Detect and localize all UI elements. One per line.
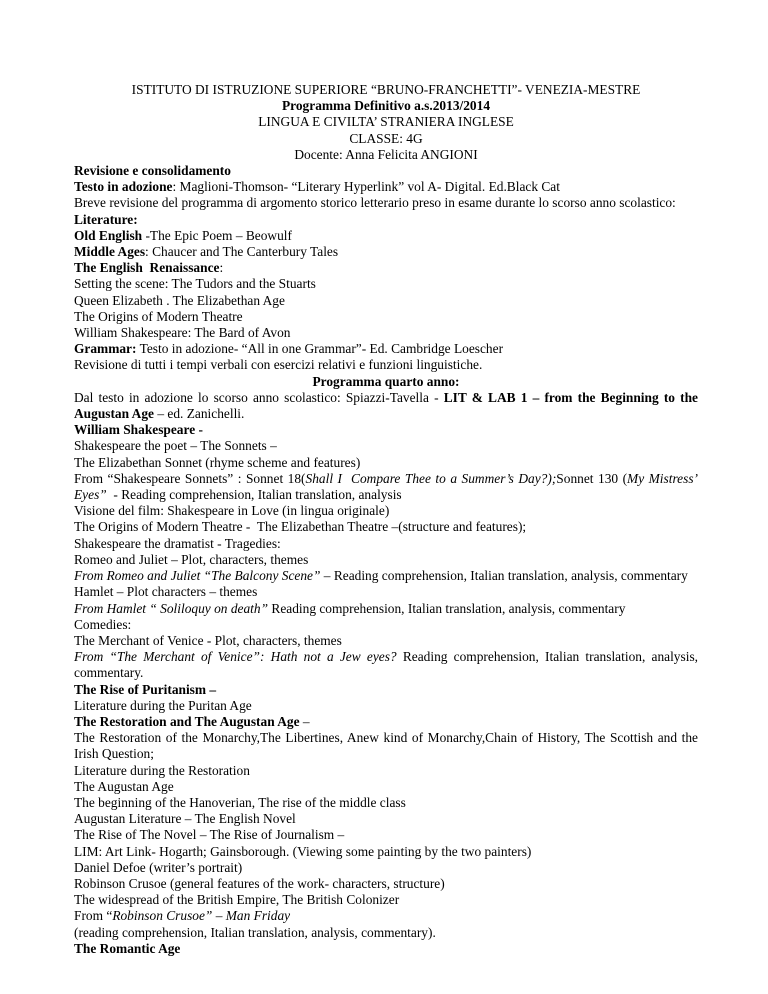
old-english-line (74, 228, 698, 244)
middle-ages-label: Middle Ages (74, 244, 146, 260)
list-item: (reading comprehension, Italian translation, analysis, commentary). (74, 924, 436, 940)
list-item: Daniel Defoe (writer’s portrait) (74, 859, 243, 875)
document-page (74, 82, 698, 957)
list-item: The beginning of the Hanoverian, The rise of the middle class (74, 794, 406, 810)
fourth-year-textbook (74, 390, 698, 422)
grammar-review: Revisione di tutti i tempi verbali con esercizi relativi e funzioni linguistiche. (74, 357, 483, 373)
old-english-text: -The Epic Poem – Beowulf (142, 227, 292, 243)
crusoe-extract (74, 908, 698, 924)
list-item: The Elizabethan Sonnet (rhyme scheme and features) (74, 454, 361, 470)
middle-ages-text: : Chaucer and The Canterbury Tales (145, 244, 339, 260)
list-item: Comedies: (74, 616, 132, 632)
hamlet-extract-text: Reading comprehension, Italian translation, analysis, commentary (268, 600, 626, 616)
romeo-extract (74, 568, 698, 584)
hamlet-extract (74, 601, 698, 617)
restoration-heading-line (74, 714, 698, 730)
teacher-label: Docente: Anna Felicita ANGIONI (294, 146, 478, 162)
list-item: Shakespeare the dramatist - Tragedies: (74, 535, 281, 551)
list-item: The Merchant of Venice - Plot, characters, themes (74, 632, 342, 648)
old-english-label: Old English (74, 227, 143, 243)
sonnets-line (74, 471, 698, 503)
restoration-dash: – (299, 713, 310, 729)
review-heading: Revisione e consolidamento (74, 163, 231, 179)
textbook-post: – ed. Zanichelli. (154, 406, 245, 422)
list-item: The Rise of The Novel – The Rise of Journalism – (74, 827, 345, 843)
hamlet-extract-title: From Hamlet “ Soliloquy on death” (74, 600, 269, 616)
shakespeare-heading: William Shakespeare - (74, 422, 203, 438)
list-item: Queen Elizabeth . The Elizabethan Age (74, 292, 285, 308)
sonnets-mid: Sonnet 130 ( (556, 470, 628, 486)
grammar-text: Testo in adozione- “All in one Grammar”- Ed. Cambridge Loescher (136, 341, 504, 357)
class-label: CLASSE: 4G (349, 130, 423, 146)
list-item: Literature during the Restoration (74, 762, 250, 778)
merchant-extract-text: Reading comprehension, Italian translation, analysis, commentary. (74, 649, 698, 681)
textbook-label: Testo in adozione (74, 179, 173, 195)
romantic-heading: The Romantic Age (74, 940, 181, 956)
list-item: Literature during the Puritan Age (74, 697, 252, 713)
restoration-heading: The Restoration and The Augustan Age (74, 713, 300, 729)
textbook-pre: Dal testo in adozione lo scorso anno scolastico: Spiazzi-Tavella - (74, 389, 444, 405)
sonnets-post: - Reading comprehension, Italian translation, analysis (106, 487, 402, 503)
list-item: The widespread of the British Empire, The British Colonizer (74, 892, 400, 908)
list-item: Romeo and Juliet – Plot, characters, themes (74, 551, 309, 567)
puritanism-heading: The Rise of Puritanism – (74, 681, 217, 697)
list-item: LIM: Art Link- Hogarth; Gainsborough. (Viewing some painting by the two painters) (74, 843, 532, 859)
middle-ages-line (74, 244, 698, 260)
list-item: Robinson Crusoe (general features of the work- characters, structure) (74, 875, 445, 891)
renaissance-line (74, 260, 698, 276)
subject-title: LINGUA E CIVILTA’ STRANIERA INGLESE (258, 114, 514, 130)
review-textbook (74, 179, 698, 195)
list-item: Augustan Literature – The English Novel (74, 811, 296, 827)
list-item: William Shakespeare: The Bard of Avon (74, 325, 291, 341)
textbook-title: LIT & LAB 1 – from the Beginning to the Augustan Age (74, 389, 698, 422)
sonnet-18-title: Shall I Compare Thee to a Summer’s Day?); (305, 470, 557, 486)
renaissance-colon: : (219, 260, 224, 276)
romeo-extract-title: From Romeo and Juliet “The Balcony Scene” (74, 568, 321, 584)
program-title: Programma Definitivo a.s.2013/2014 (281, 98, 491, 114)
crusoe-extract-title: Robinson Crusoe” – Man Friday (112, 908, 291, 924)
literature-label: Literature: (74, 211, 138, 227)
fourth-year-heading: Programma quarto anno: (312, 373, 460, 389)
list-item: Visione del film: Shakespeare in Love (in lingua originale) (74, 503, 390, 519)
list-item: Shakespeare the poet – The Sonnets – (74, 438, 277, 454)
sonnets-pre: From “Shakespeare Sonnets” : Sonnet 18( (74, 470, 306, 486)
review-intro: Breve revisione del programma di argomento storico letterario preso in esame durante lo scorso anno scolastico: (74, 195, 676, 211)
merchant-extract (74, 649, 698, 681)
list-item: The Augustan Age (74, 778, 174, 794)
list-item: Hamlet – Plot characters – themes (74, 584, 258, 600)
renaissance-label: The English Renaissance (74, 260, 220, 276)
list-item: Setting the scene: The Tudors and the Stuarts (74, 276, 316, 292)
crusoe-pre: From “ (74, 908, 113, 924)
list-item: The Origins of Modern Theatre (74, 308, 243, 324)
school-name: ISTITUTO DI ISTRUZIONE SUPERIORE “BRUNO-FRANCHETTI”- VENEZIA-MESTRE (131, 82, 641, 97)
romeo-extract-text: – Reading comprehension, Italian translation, analysis, commentary (320, 568, 688, 584)
list-item: The Origins of Modern Theatre - The Elizabethan Theatre –(structure and features); (74, 519, 527, 535)
grammar-line (74, 341, 698, 357)
restoration-topics: The Restoration of the Monarchy,The Libertines, Anew kind of Monarchy,Chain of History, The Scottish and the Irish Question; (74, 730, 698, 762)
grammar-label: Grammar: (74, 341, 137, 357)
merchant-extract-title: From “The Merchant of Venice”: Hath not a Jew eyes? (74, 649, 397, 665)
sonnet-130-title: My Mistress’ Eyes” (74, 470, 698, 503)
textbook-text: : Maglioni-Thomson- “Literary Hyperlink” vol A- Digital. Ed.Black Cat (172, 179, 560, 195)
